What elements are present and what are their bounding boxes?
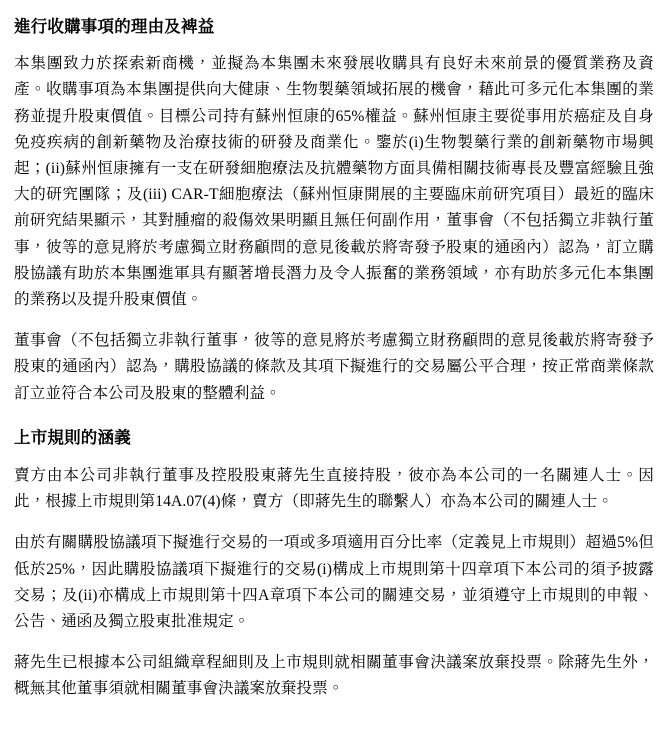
paragraph-reasons-2: 董事會（不包括獨立非執行董事，彼等的意見將於考慮獨立財務顧問的意見後載於將寄發予股東的通函內）認為，購股協議的條款及其項下擬進行的交易屬公平合理，按正常商業條款訂立並符合本公司及股東的整體利益。 (14, 332, 654, 402)
paragraph-listing-rules-1: 賣方由本公司非執行董事及控股股東蔣先生直接持股，彼亦為本公司的一名關連人士。因此，根據上市規則第14A.07(4)條，賣方（即蔣先生的聯繫人）亦為本公司的關連人士。 (14, 466, 654, 511)
section-heading-reasons-and-benefits: 進行收購事項的理由及裨益 (14, 18, 215, 36)
paragraph-reasons-1: 本集團致力於探索新商機，並擬為本集團未來發展收購具有良好未來前景的優質業務及資產。收購事項為本集團提供向大健康、生物製藥領域拓展的機會，藉此可多元化本集團的業務並提升股東價值。目標公司持有蘇州恒康的65%權益。蘇州恒康主要從事用於癌症及自身免疫疾病的創新藥物及治療技術的研發及商業化。鑒於(i)生物製藥行業的創新藥物市場興起；(ii)蘇州恒康擁有一支在研發細胞療法及抗體藥物方面具備相關技術專長及豐富經驗且強大的研究團隊；及(iii) CAR-T細胞療法（蘇州恒康開展的主要臨床前研究項目）最近的臨床前研究結果顯示，其對腫瘤的殺傷效果明顯且無任何副作用，董事會（不包括獨立非執行董事，彼等的意見將於考慮獨立財務顧問的意見後載於將寄發予股東的通函內）認為，訂立購股協議有助於本集團進軍具有顯著增長潛力及令人振奮的業務領域，亦有助於多元化本集團的業務以及提升股東價值。 (14, 55, 654, 308)
paragraph-listing-rules-2: 由於有關購股協議項下擬進行交易的一項或多項適用百分比率（定義見上市規則）超過5%但低於25%，因此購股協議項下擬進行的交易(i)構成上市規則第十四章項下本公司的須予披露交易；及(ii)亦構成上市規則第十四A章項下本公司的關連交易，並須遵守上市規則的申報、公告、通函及獨立股東批准規定。 (14, 534, 654, 630)
section-heading-listing-rules-implications: 上市規則的涵義 (14, 428, 131, 447)
paragraph-listing-rules-3: 蔣先生已根據本公司組織章程細則及上市規則就相關董事會決議案放棄投票。除蔣先生外，概無其他董事須就相關董事會決議案放棄投票。 (14, 654, 654, 698)
